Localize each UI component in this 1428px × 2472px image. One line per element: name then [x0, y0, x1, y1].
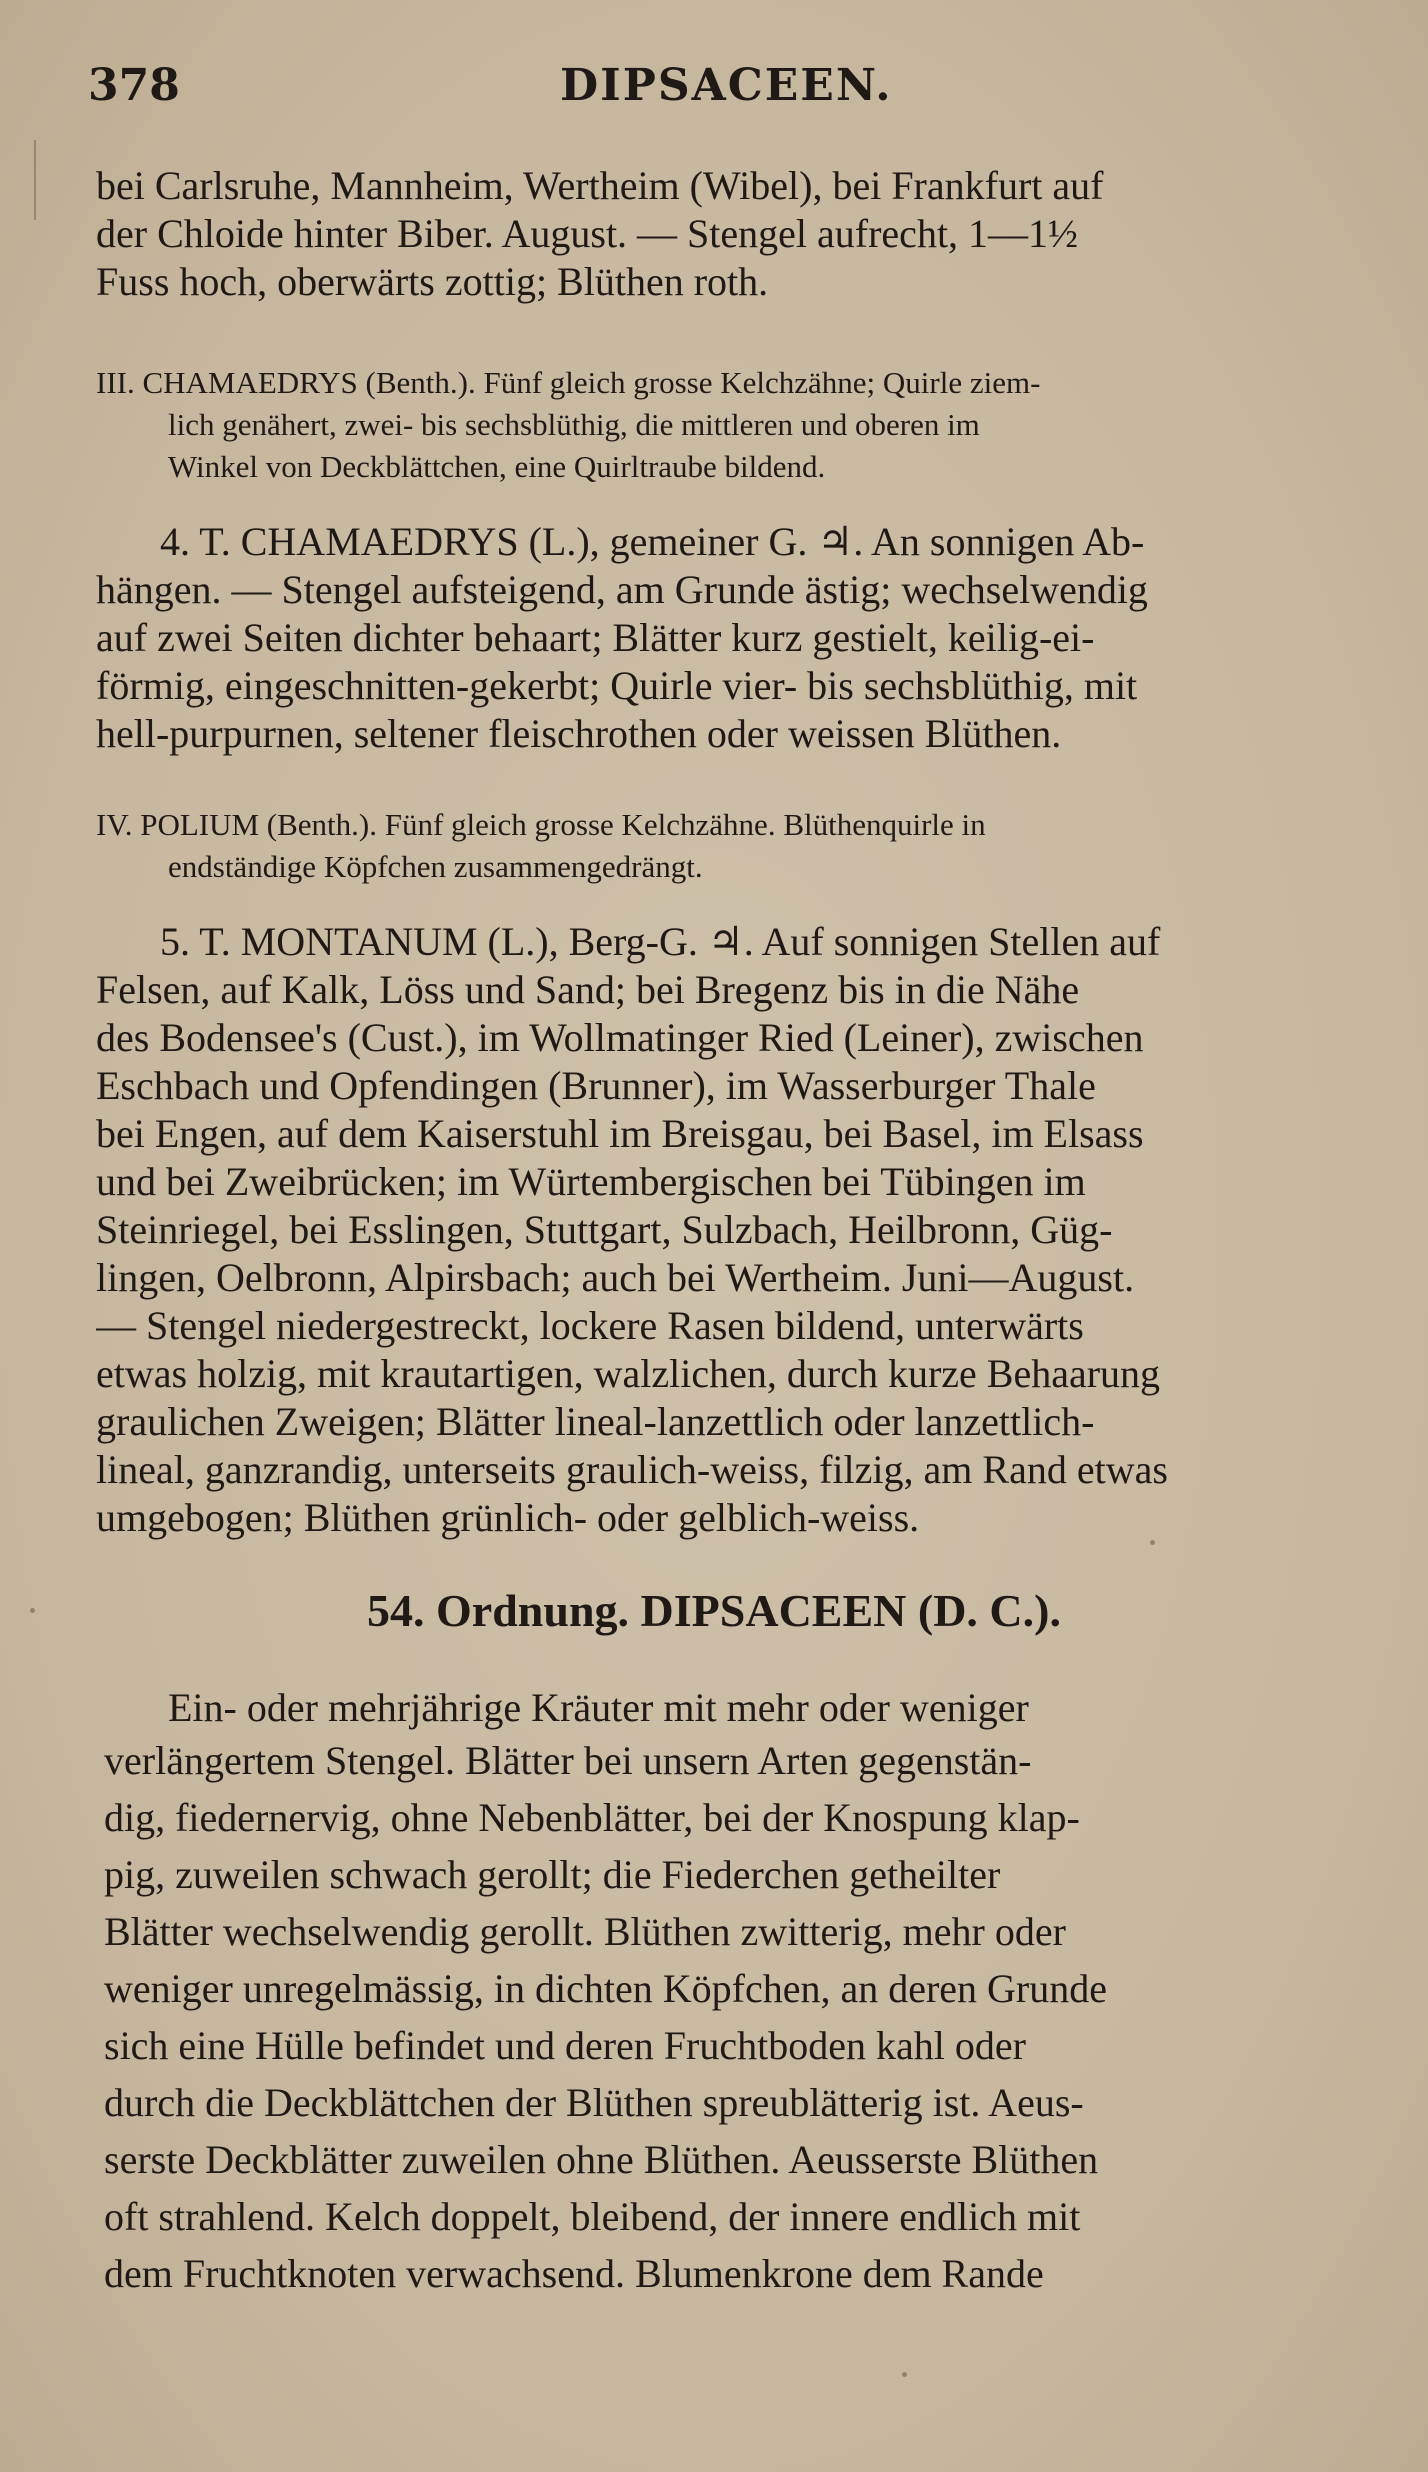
species-heading-line: 4. T. CHAMAEDRYS (L.), gemeiner G. ♃. An sonnigen Ab- — [160, 519, 1145, 564]
text-line: der Chloide hinter Biber. August. — Stengel aufrecht, 1—1½ — [96, 211, 1079, 256]
text-line: — Stengel niedergestreckt, lockere Rasen bildend, unterwärts — [96, 1303, 1084, 1348]
paper-speck — [902, 2372, 907, 2377]
text-line: pig, zuweilen schwach gerollt; die Fiederchen getheilter — [104, 1852, 1001, 1897]
text-line: graulichen Zweigen; Blätter lineal-lanzettlich oder lanzettlich- — [96, 1399, 1095, 1444]
text-line: etwas holzig, mit krautartigen, walzlichen, durch kurze Behaarung — [96, 1351, 1161, 1396]
text-line: serste Deckblätter zuweilen ohne Blüthen. Aeusserste Blüthen — [104, 2137, 1099, 2182]
section-iii — [96, 362, 1350, 488]
text-line: Blätter wechselwendig gerollt. Blüthen zwitterig, mehr oder — [104, 1909, 1066, 1954]
text-line: bei Engen, auf dem Kaiserstuhl im Breisgau, bei Basel, im Elsass — [96, 1111, 1144, 1156]
text-line: und bei Zweibrücken; im Würtembergischen bei Tübingen im — [96, 1159, 1086, 1204]
order-heading: 54. Ordnung. DIPSACEEN (D. C.). — [367, 1585, 1061, 1636]
text-line: Ein- oder mehrjährige Kräuter mit mehr oder weniger — [168, 1685, 1029, 1730]
margin-mark — [34, 140, 36, 220]
text-line: bei Carlsruhe, Mannheim, Wertheim (Wibel), bei Frankfurt auf — [96, 163, 1104, 208]
page-number: 378 — [88, 60, 180, 111]
text-line: weniger unregelmässig, in dichten Köpfchen, an deren Grunde — [104, 1966, 1107, 2011]
order-description — [104, 1684, 1358, 2302]
text-line: förmig, eingeschnitten-gekerbt; Quirle vier- bis sechsblüthig, mit — [96, 663, 1138, 708]
text-line: endständige Köpfchen zusammengedrängt. — [168, 849, 703, 884]
text-line: hängen. — Stengel aufsteigend, am Grunde ästig; wechselwendig — [96, 567, 1148, 612]
text-line: Eschbach und Opfendingen (Brunner), im Wasserburger Thale — [96, 1063, 1096, 1108]
page-header — [88, 60, 1348, 120]
text-line: dem Fruchtknoten verwachsend. Blumenkrone dem Rande — [104, 2251, 1044, 2296]
text-line: Felsen, auf Kalk, Löss und Sand; bei Bregenz bis in die Nähe — [96, 967, 1080, 1012]
text-line: verlängertem Stengel. Blätter bei unsern Arten gegenstän- — [104, 1738, 1032, 1783]
text-line: auf zwei Seiten dichter behaart; Blätter kurz gestielt, keilig-ei- — [96, 615, 1095, 660]
text-line: Fuss hoch, oberwärts zottig; Blüthen roth. — [96, 259, 769, 304]
text-line: des Bodensee's (Cust.), im Wollmatinger Ried (Leiner), zwischen — [96, 1015, 1144, 1060]
text-line: hell-purpurnen, seltener fleischrothen oder weissen Blüthen. — [96, 711, 1062, 756]
text-line: lineal, ganzrandig, unterseits graulich-weiss, filzig, am Rand etwas — [96, 1447, 1168, 1492]
species-heading-line: 5. T. MONTANUM (L.), Berg-G. ♃. Auf sonnigen Stellen auf — [160, 919, 1161, 964]
text-line: Winkel von Deckblättchen, eine Quirltraube bildend. — [168, 449, 826, 484]
section-heading-line: IV. POLIUM (Benth.). Fünf gleich grosse Kelchzähne. Blüthenquirle in — [96, 807, 986, 842]
text-line: oft strahlend. Kelch doppelt, bleibend, der innere endlich mit — [104, 2194, 1081, 2239]
text-line: durch die Deckblättchen der Blüthen spreublätterig ist. Aeus- — [104, 2080, 1084, 2125]
text-line: lingen, Oelbronn, Alpirsbach; auch bei Wertheim. Juni—August. — [96, 1255, 1135, 1300]
text-line: lich genähert, zwei- bis sechsblüthig, die mittleren und oberen im — [168, 407, 980, 442]
text-line: dig, fiedernervig, ohne Nebenblätter, bei der Knospung klap- — [104, 1795, 1080, 1840]
species-4-entry — [96, 518, 1350, 758]
section-heading-line: III. CHAMAEDRYS (Benth.). Fünf gleich grosse Kelchzähne; Quirle ziem- — [96, 365, 1041, 400]
text-line: sich eine Hülle befindet und deren Fruchtboden kahl oder — [104, 2023, 1026, 2068]
species-5-entry — [96, 918, 1350, 1542]
text-line: umgebogen; Blüthen grünlich- oder gelblich-weiss. — [96, 1495, 920, 1540]
text-line: Steinriegel, bei Esslingen, Stuttgart, Sulzbach, Heilbronn, Güg- — [96, 1207, 1113, 1252]
intro-paragraph — [96, 162, 1350, 306]
running-head: DIPSACEEN. — [560, 60, 893, 111]
section-iv — [96, 804, 1350, 888]
